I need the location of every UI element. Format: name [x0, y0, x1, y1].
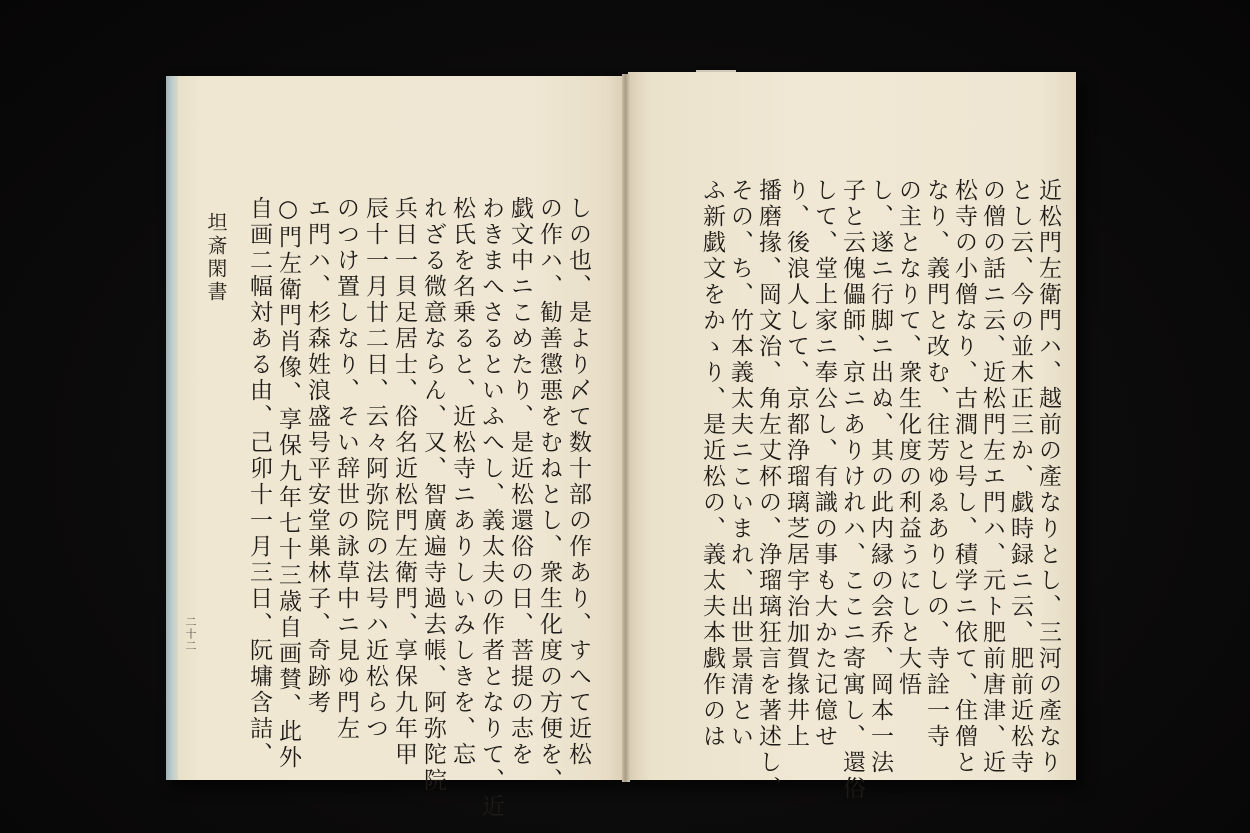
- left-page-column-4: わきまへさるといふへし、義太夫の作者となりて、近: [478, 196, 504, 820]
- book-spine-edge: [166, 76, 178, 780]
- right-page-column-12: その、ち、竹本義太夫ニこいまれ、出世景清とい: [727, 178, 753, 750]
- right-page-column-11: 播磨掾、岡文治、角左丈杯の、浄瑠璃狂言を著述し、: [755, 178, 781, 802]
- left-page-column-5: 松氏を名乗ると、近松寺ニありしいみしきを、忘: [449, 196, 475, 768]
- right-page-column-6: の主となりて、衆生化度の利益うにしと大悟: [895, 178, 921, 698]
- left-page-column-10: エ門ハ、杉森姓浪盛号平安堂巣林子、奇跡考: [304, 196, 330, 716]
- left-page-column-7: 兵日一貝足居士、俗名近松門左衛門、享保九年甲: [391, 196, 417, 768]
- right-page-column-4: 松寺の小僧なり、古澗と号し、積学ニ依て、住僧と: [951, 178, 977, 776]
- right-page-column-10: り、後浪人して、京都浄瑠璃芝居宇治加賀掾井上: [783, 178, 809, 750]
- left-page: [166, 76, 624, 820]
- left-page-column-2: の作ハ、勧善懲悪をむねとし、衆生化度の方便を、: [536, 196, 562, 794]
- right-page-column-2: とし云、今の並木正三か、戯時録ニ云、肥前近松寺: [1007, 178, 1033, 776]
- book-gutter: [622, 74, 630, 782]
- open-book: [166, 70, 1076, 820]
- left-page-column-3: 戯文中ニこめたり、是近松還俗の日、菩提の志を: [507, 196, 533, 768]
- left-page-column-12: 自画二幅対ある由、己卯十一月三日、阮墉含詰、: [246, 196, 272, 768]
- right-page-column-3: の僧の話ニ云、近松門左エ門ハ、元ト肥前唐津、近: [979, 178, 1005, 776]
- right-page-column-1: 近松門左衛門ハ、越前の產なりとし、三河の產なり: [1035, 178, 1061, 776]
- left-page-column-1: しの也、是より〆て数十部の作あり、すへて近松: [565, 196, 591, 768]
- right-page-column-9: して、堂上家ニ奉公し、有識の事も大かた记億せ: [811, 178, 837, 750]
- colophon-signature: 坦斎閑書: [204, 212, 228, 304]
- left-page-column-9: のつけ置しなり、そい辞世の詠草中ニ見ゆ門左: [333, 196, 359, 742]
- right-page-column-13: ふ新戯文をかゝり、是近松の、義太夫本戯作のは: [699, 178, 725, 750]
- left-page-column-8: 辰十一月廿二日、云々阿弥院の法号ハ近松らつ: [362, 196, 388, 742]
- right-page-column-7: し、遂ニ行脚ニ出ぬ、其の此内縁の会乔、岡本一法: [867, 178, 893, 776]
- left-page-column-11: ○門左衛門肖像、享保九年七十三歳自画賛、此外: [275, 196, 301, 771]
- left-page-column-6: れざる微意ならん、又、智廣遍寺過去帳、阿弥陀院: [420, 196, 446, 794]
- page-folio: 二十二: [184, 616, 197, 652]
- right-page-column-8: 子と云傀儡師、京ニありけれハ、ここニ寄寓し、還俗: [839, 178, 865, 802]
- right-page-column-5: なり、義門と改む、往芳ゆゑありしの、寺詮一寺: [923, 178, 949, 750]
- right-page: [628, 72, 1076, 802]
